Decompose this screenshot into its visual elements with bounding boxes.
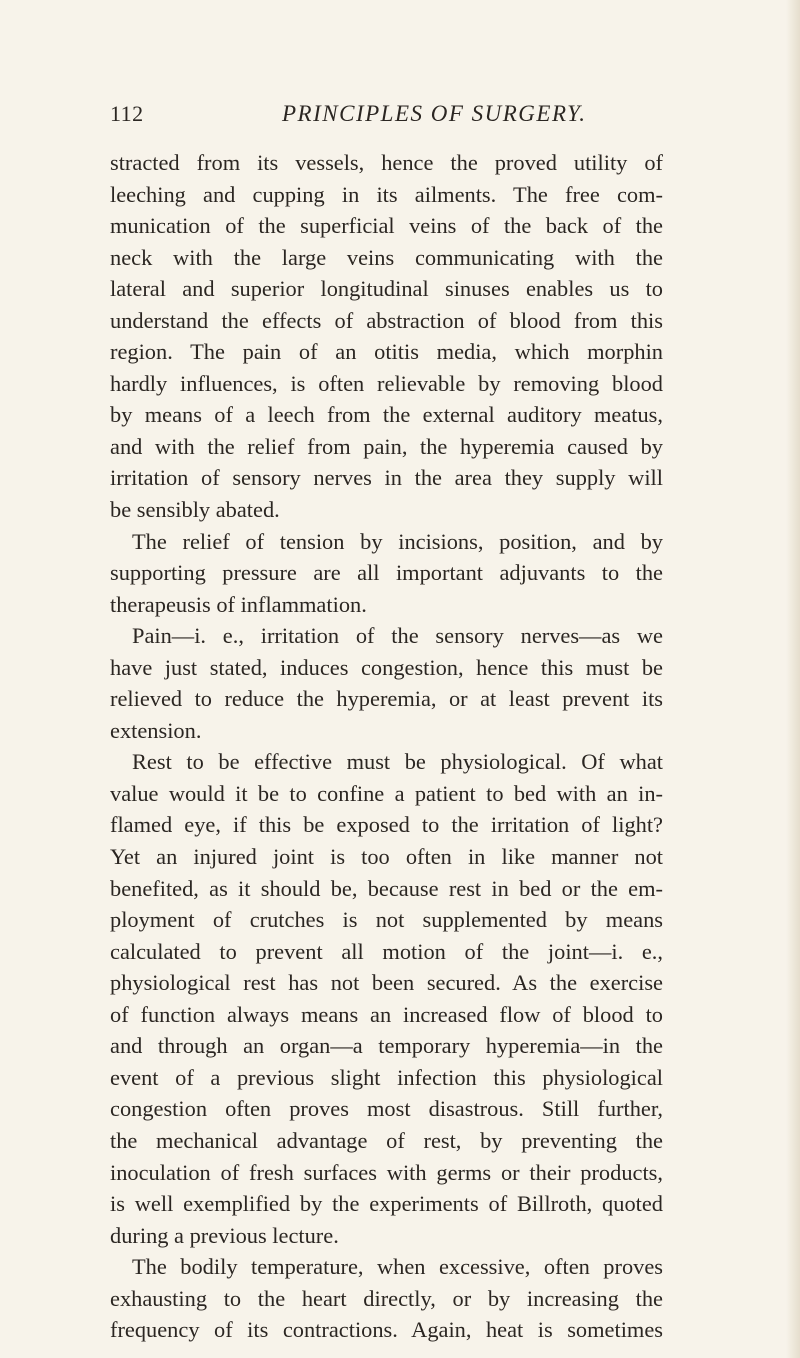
text-line: Yet an injured joint is too often in like manner not [110, 844, 663, 870]
text-line: lateral and superior longitudinal sinuses enables us to [110, 276, 663, 302]
text-line: is well exemplified by the experiments of Billroth, quoted [110, 1191, 663, 1217]
page-number: 112 [110, 101, 144, 126]
text-line: physiological rest has not been secured. As the exercise [110, 970, 663, 996]
text-line: relieved to reduce the hyperemia, or at least prevent its [110, 686, 663, 712]
text-line: frequency of its contractions. Again, heat is sometimes [110, 1317, 663, 1343]
running-head: PRINCIPLES OF SURGERY. [282, 101, 587, 126]
text-line: value would it be to confine a patient to bed with an in- [110, 780, 663, 806]
text-line: supporting pressure are all important adjuvants to the [110, 560, 663, 586]
text-line: The relief of tension by incisions, position, and by [132, 528, 663, 554]
text-line: congestion often proves most disastrous. Still further, [110, 1096, 663, 1122]
text-line: leeching and cupping in its ailments. The free com- [110, 181, 663, 207]
text-line: have just stated, induces congestion, hence this must be [110, 654, 663, 680]
text-line: Rest to be effective must be physiological. Of what [132, 749, 663, 775]
text-line: the mechanical advantage of rest, by preventing the [110, 1127, 663, 1153]
text-line: ployment of crutches is not supplemented by means [110, 907, 663, 933]
text-line: and with the relief from pain, the hyperemia caused by [110, 433, 663, 459]
text-line: benefited, as it should be, because rest in bed or the em- [110, 875, 663, 901]
text-line: extension. [110, 717, 202, 743]
text-line: Pain—i. e., irritation of the sensory nerves—as we [132, 623, 663, 649]
text-line: flamed eye, if this be exposed to the irritation of light? [110, 812, 663, 838]
text-line: stracted from its vessels, hence the proved utility of [110, 150, 663, 175]
text-line: be sensibly abated. [110, 497, 280, 523]
text-line: The bodily temperature, when excessive, often proves [132, 1254, 663, 1280]
text-line: of function always means an increased flow of blood to [110, 1001, 663, 1027]
text-line: therapeusis of inflammation. [110, 591, 367, 617]
text-line: and through an organ—a temporary hyperemia—in the [110, 1033, 663, 1059]
page-edge-shadow [786, 0, 800, 1358]
text-line: event of a previous slight infection this physiological [110, 1064, 663, 1090]
text-line: munication of the superficial veins of the back of the [110, 213, 663, 239]
text-line: hardly influences, is often relievable by removing blood [110, 370, 663, 396]
text-line: inoculation of fresh surfaces with germs or their products, [110, 1159, 663, 1185]
text-line: during a previous lecture. [110, 1222, 339, 1248]
page-header [110, 101, 670, 131]
text-line: region. The pain of an otitis media, which morphin [110, 339, 663, 365]
text-line: neck with the large veins communicating with the [110, 244, 663, 270]
text-line: by means of a leech from the external auditory meatus, [110, 402, 663, 428]
text-line: exhausting to the heart directly, or by increasing the [110, 1285, 663, 1311]
text-line: irritation of sensory nerves in the area they supply will [110, 465, 663, 491]
body-text [110, 147, 663, 1346]
text-line: calculated to prevent all motion of the joint—i. e., [110, 938, 663, 964]
text-line: understand the effects of abstraction of blood from this [110, 307, 663, 333]
